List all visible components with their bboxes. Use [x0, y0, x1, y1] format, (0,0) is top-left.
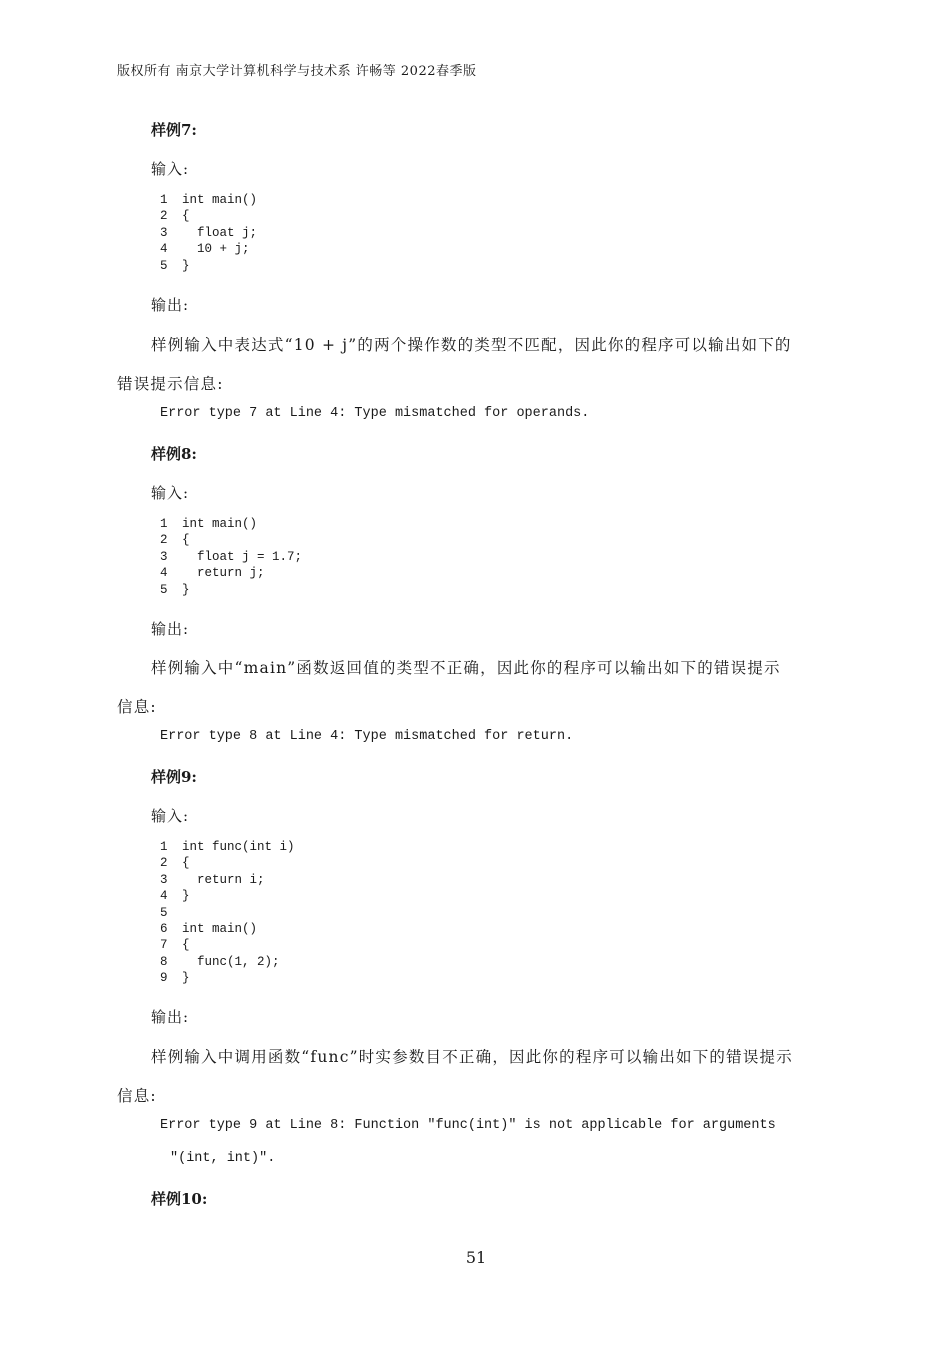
sample-8-error-output: Error type 8 at Line 4: Type mismatched for return.: [160, 729, 574, 744]
code-line: 2 {: [160, 209, 190, 224]
sample-7-output-label: 输出:: [151, 296, 190, 314]
sample-8-input-label: 输入:: [151, 484, 190, 502]
sample-8-output-label: 输出:: [151, 620, 190, 638]
sample-9-code-block: [160, 839, 295, 987]
sample-7-description: 样例输入中表达式“10 + j”的两个操作数的类型不匹配，因此你的程序可以输出如下的: [151, 336, 792, 354]
code-line: 5 }: [160, 582, 190, 597]
sample-9-description: 样例输入中调用函数“func”时实参数目不正确，因此你的程序可以输出如下的错误提示: [151, 1048, 793, 1066]
code-line: 4 return j;: [160, 566, 265, 581]
sample-7-input-label: 输入:: [151, 160, 190, 178]
sample-7-description-cont: 错误提示信息:: [117, 375, 224, 393]
sample-9-output-label: 输出:: [151, 1008, 190, 1026]
page-number: 51: [465, 1248, 487, 1267]
sample-10-heading: 样例10:: [151, 1190, 208, 1208]
sample-7-code-block: [160, 192, 257, 274]
sample-9-input-label: 输入:: [151, 807, 190, 825]
sample-8-heading: 样例8:: [151, 445, 197, 463]
code-line: 3 float j;: [160, 225, 258, 240]
code-line: 2 {: [160, 533, 190, 548]
code-line: 1 int main(): [160, 517, 258, 531]
code-line: 4 10 + j;: [160, 242, 250, 257]
code-line: 8 func(1, 2);: [160, 954, 280, 969]
sample-9-error-output-cont: "(int, int)".: [170, 1151, 276, 1166]
code-line: 5 }: [160, 258, 190, 273]
code-line: 3 return i;: [160, 872, 265, 887]
code-line: 4 }: [160, 889, 190, 904]
code-line: 9 }: [160, 971, 190, 986]
sample-9-heading: 样例9:: [151, 768, 197, 786]
page-header: 版权所有 南京大学计算机科学与技术系 许畅等 2022春季版: [117, 64, 477, 79]
code-line: 5: [160, 905, 168, 920]
sample-7-heading: 样例7:: [151, 121, 197, 139]
code-line: 1 int main(): [160, 193, 258, 207]
sample-8-description-cont: 信息:: [117, 698, 157, 716]
code-line: 1 int func(int i): [160, 840, 295, 854]
sample-9-description-cont: 信息:: [117, 1087, 157, 1105]
code-line: 6 int main(): [160, 921, 258, 936]
code-line: 7 {: [160, 938, 190, 953]
sample-9-error-output: Error type 9 at Line 8: Function "func(int)" is not applicable for arguments: [160, 1118, 776, 1133]
code-line: 2 {: [160, 856, 190, 871]
sample-8-code-block: [160, 516, 302, 598]
sample-8-description: 样例输入中“main”函数返回值的类型不正确，因此你的程序可以输出如下的错误提示: [151, 659, 781, 677]
code-line: 3 float j = 1.7;: [160, 549, 303, 564]
sample-7-error-output: Error type 7 at Line 4: Type mismatched for operands.: [160, 406, 590, 421]
